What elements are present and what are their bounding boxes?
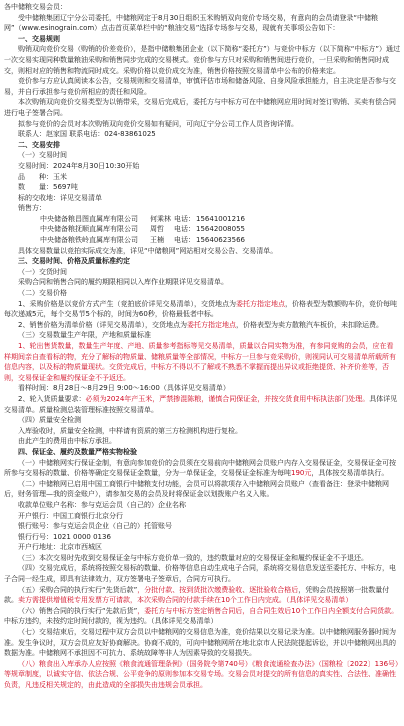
seller-phone: 15642008055 [196,225,245,234]
text-run: （一）中储粮网实行保证金制，有意向参加竞价的会员须在交易前向中储粮网会员账户内存入交易保证金，交易保证金可按所参与交易标的数量、价格等确定交易保证金数量，分为一单保证金，交易保证金标准为每吨 [4,458,396,478]
s1-paragraph-1: 购销双向竞价交易（购销的价差竞价），是指中储粮集团企业（以下简称“委托方”）与竞价中标方（以下简称“中标方”）通过一次交易实现同种数量粮油采购和销售同步完成的交易模式。竞价参与方只对采购和销售间进行竞价，一旦采购和销售同时成交，则相对应的销售和物流同时成交。采购价格以竞价成交为准，销售价格按照交易清单中公布的价格来定。 [4,45,401,75]
seller-phone: 15640623566 [196,236,245,245]
s3-subheading-1: （一）交货时间 [18,267,67,276]
s3-subheading-4: （四）质量安全检测 [18,416,81,425]
seller-org: 中央储备粮抚顺直属库有限公司 [40,225,138,234]
text-run: ，价格表型为卖方散粮汽车板价，未扣除运费。 [235,320,383,329]
text-run: 2、轮入货质量要求： [18,394,86,403]
s4-paragraph-1 [4,458,400,479]
s2-paragraph-1: 具体交易数量以竞拍实际成交为准，详见“中储粮网”网站相对交易公告、交易清单。 [18,246,278,255]
text-run: ，凭购会员按照第一批数量付款。 [4,585,390,605]
phone-label: 电话： [174,225,195,234]
s4-paragraph-6 [4,606,400,627]
s3-paragraph-5: 看样时间：8月28日～8月29日 9:00～16:00（具体详见交易清单） [18,384,230,393]
s3-subheading-3: （三）交易数量生产年限，产地和质量标准 [18,331,151,340]
s4-paragraph-7: （七）交易结束后，交易过程中双方会员以中储粮网的交易信息为准，竞价结果以交易记录为准。以中储粮网服务器时间为准。发生争议时，双方会员应友好协商解决。协商不成的，可向中储粮网所在地北京市人民法院提起诉讼，并以中储粮网出具的数据为准。中储粮网不承担因不可抗力、系统故障等非人为因素导致的交易损失。 [4,628,396,658]
highlight-text: 卖方需提供增值税专用发票方可请款，本次采购合同的付款手续在10个工作日内完成。（具体详见交易清单） [18,596,353,605]
s4-paragraph-5 [4,585,400,606]
greeting: 各中储粮交易会员： [4,3,67,11]
text-run: 中标方违约，未按约定时间付款的，视为违约。（具体详见交易清单） [4,617,218,626]
text-run: 1、采购价格是以竞价方式产生（竞拍底价详见交易清单），交货地点为 [18,299,236,308]
highlight-text: ，委托方与中标方签定销售合同后，自合同生效后10个工作日内全额支付合同货款。 [137,606,399,615]
seller-contact-row [40,235,400,246]
text-run: （六）销售合同的执行实行“先款后货” [18,606,138,615]
bank-info-line: 银行行号：1021 0000 0136 [18,532,111,541]
s3-paragraph-6 [4,394,400,415]
section-heading-2: 二、交易安排 [18,140,60,149]
phone-label: 电话： [174,214,195,223]
seller-org: 中央储备粮铁岭直属库有限公司 [40,236,138,245]
text-run: 交易会员对提交的所有信息的真实性、合法性、准确性负责，凡违反相关规定的，由此造成的全部损失由违规会员承担。 [4,670,396,689]
kv-line: 品 种：玉米 [18,172,67,181]
s1-paragraph-4: 拟参与竞价的会员对本次购销双向竞价交易如有疑问，可向辽宁分公司工作人员咨询详情。 [18,119,298,128]
highlight-text: 委托方指定地点 [186,320,236,329]
s4-paragraph-2: （二）中储粮网已启用中国工商银行中储粮支付功能，会员可以将款项存入中储粮网会员账户（查看备注：登录中储粮网后，财务管理—我的资金账户），请参加交易的会员及时将保证金以划拨账户名义入账。 [4,479,389,499]
text-run: （八）粮食出入库承办人应按照《粮食流通管理条例》（国务院令第740号）《粮食流通检查办法》（国粮检〔2022〕136号）等规章制度，以诚实守信、依法合规、公平竞争的原则参加本交易专场。 [4,659,399,679]
section-heading-3: 三、交易时间、价格及质量标准约定 [18,257,130,266]
s4-paragraph-8 [4,659,400,691]
s3-paragraph-4: 1、轮出售货数量，数量生产年度、产地、质量参考指标等见交易清单，质量以合同实物为准，有参同竞购的会员，应在看样期间亲自查看标的物，充分了解标的物质量、储粮质量等全部情况，中标方一旦参与竞采购价，则视同认可交易清单所载所有信息内容，以及标的物质量现状。交货完成后，中标方不得以不了解或不熟悉不掌握而提出异议或拒绝提货、补齐价差等，否则，交易保证金和履约保证金不予返还。 [4,342,396,382]
s3-paragraph-2 [4,299,400,320]
seller-phone: 15641001216 [196,214,245,223]
s1-paragraph-3: 本次购销双向竞价交易类型为以销带采，交易后完成后，委托方与中标方可在中储粮网应用时间对签订购销、买卖有偿合同进行电子签署合同。 [4,98,396,117]
text-run: 具体详见交易清单。质量检测总装管理标准按照交易清单。 [4,394,398,414]
kv-line: 数 量：5697吨 [18,183,78,192]
kv-line: （一）交易时间 [18,151,67,160]
intro-paragraph: 受中储粮集团辽宁分公司委托，中储粮网定于8月30日组织玉米购销双向竞价专场交易，有意向的会员请登录“中储粮网”（www.esinograin.com）点击首页菜单栏中的“粮油交易”选择专场参与交易，现就有关事项公告如下： [4,13,378,33]
kv-line: 标的交收地：详见交易清单 [18,193,102,202]
seller-name: 何乘林 [150,214,171,223]
text-run: ，价格表型为数额购车价，竞价每吨每次递减5元，每个交易节5个标的，时间为60秒，价格最低者中标。 [4,299,397,319]
seller-name: 王楠 [150,236,164,245]
s1-paragraph-2: 竞价参与方应认真阅读本公告，交易规则和交易清单，审慎评估市场和储备风险、自身风险承担能力，自主决定是否参与交易，并自行承担参与竞价所相应的责任和风险。 [4,77,396,96]
section-heading-4: 四、保证金、履约及数量严格实物检验 [18,447,137,456]
seller-contact-row [40,224,400,235]
seller-contact-list [4,214,400,246]
seller-org: 中央储备粮昌图直属库有限公司 [40,214,138,223]
kv-line: 销售方： [18,204,46,213]
seller-contact-row [40,214,400,225]
s3-paragraph-1: 采购合同和销售合同的履约期限相同以入库作业期限详见交易清单。 [18,278,228,287]
text-run: ，具体按交易清单执行。 [311,469,389,478]
s1-contact-line: 联系人：赵家国 联系电话：024-83861025 [18,130,156,139]
text-run: （五）采购合同的执行实行“先货后款” [18,585,138,594]
bank-info-line: 开户行地址：北京市西城区 [18,543,102,552]
highlight-text: 必须为2024年产玉米，严禁掺混陈粮，谨慎合同保证金，并按交货食用中标执法部门处理。 [85,394,370,403]
phone-label: 电话： [174,236,195,245]
highlight-text: ，分批付款、按到货批次缴费验收、逐批验收合格后 [137,585,299,594]
s3-paragraph-8: 由此产生的费用由中标方承担。 [18,437,116,446]
s3-paragraph-3 [4,320,400,331]
highlight-text: 190元 [291,469,312,478]
seller-name: 周哲 [150,225,164,234]
s4-paragraph-3: （三）本次交易时先收到交易保证金与中标方竞价单一致的，违约数量对应的交易保证金和履约保证金不予退还。 [18,553,368,562]
s3-subheading-2: （二）交易价格 [18,289,67,298]
bank-info-line: 开户银行：中国工商银行北京分行 [18,511,123,520]
kv-line: 交易时间：2024年8月30日10:30开始 [18,161,140,170]
s3-paragraph-7: 入库验收时，质量安全检测，中样请有资质的第三方检测机构进行复检。 [18,426,242,435]
bank-account-name: 收款单位账户名称：参与克运会员（自己的）企业名称 [18,500,186,509]
s4-paragraph-4: （四）交易完成后，系统将按照交易标的数量、价格等信息自动生成电子合同，系统将交易信息发送至委托方、中标方，电子合同一经生成，即具有法律效力，双方签署电子签章后，合同方可执行。 [4,564,396,584]
bank-info-line: 银行账号：参与克运会员企业（自己的）托管账号 [18,522,172,531]
text-run: 2、销售价格为清单价格（详见交易清单），交货地点为 [18,320,187,329]
highlight-text: 委托方指定地点 [235,299,285,308]
section-heading-1: 一、交易规则 [18,34,60,43]
